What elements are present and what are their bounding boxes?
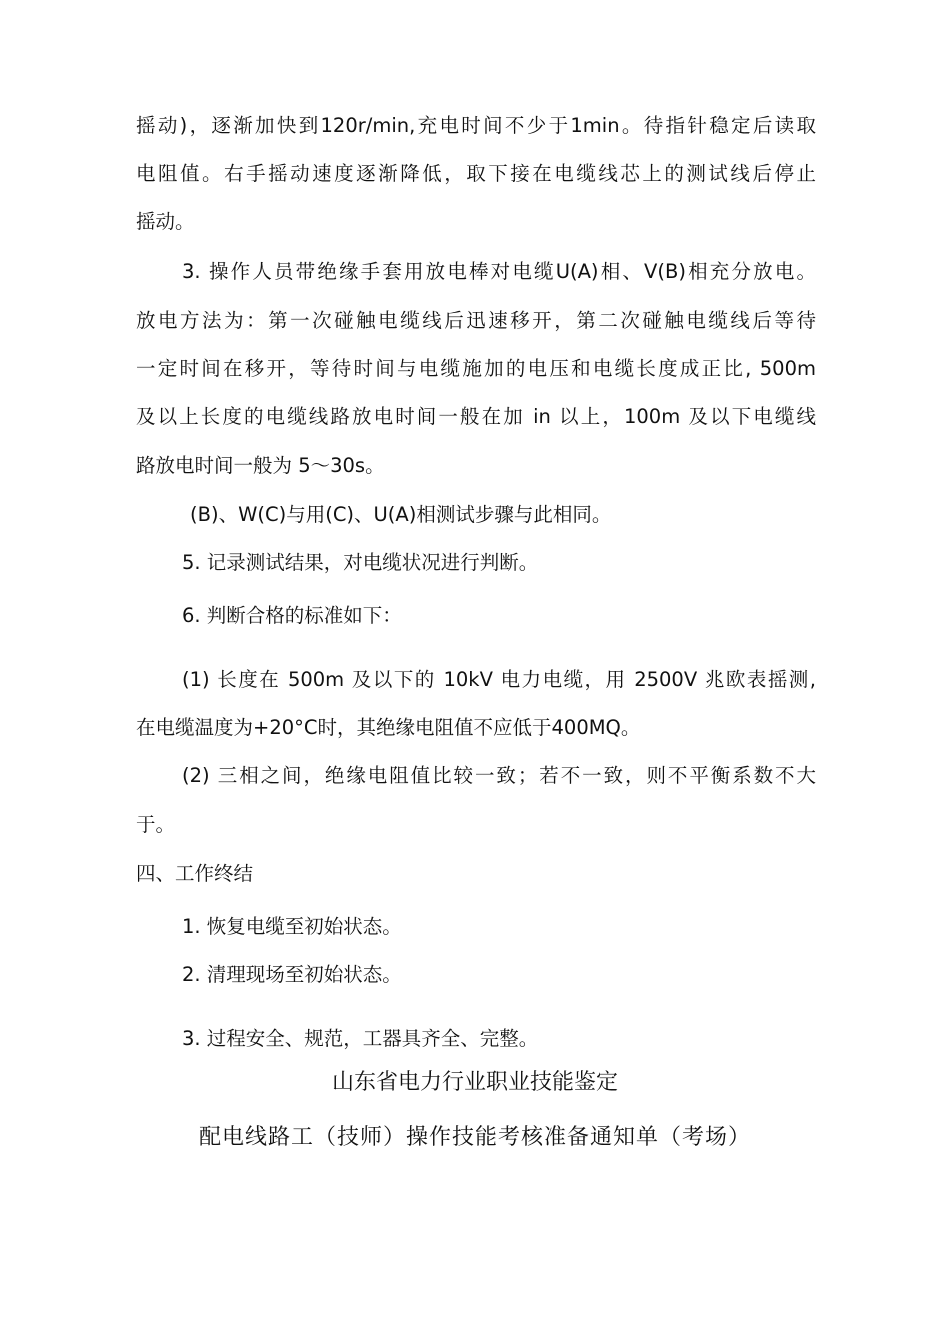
- paragraph-line: 5. 记录测试结果，对电缆状况进行判断。: [182, 551, 539, 574]
- paragraph-line: 6. 判断合格的标准如下：: [182, 604, 402, 627]
- paragraph-line: 3. 过程安全、规范，工器具齐全、完整。: [182, 1027, 539, 1050]
- paragraph-line: 电阻值。右手摇动速度逐渐降低，取下接在电缆线芯上的测试线后停止: [136, 162, 816, 185]
- paragraph-line: 路放电时间一般为 5〜30s。: [136, 454, 385, 477]
- paragraph-line: 1. 恢复电缆至初始状态。: [182, 915, 402, 938]
- paragraph-line: 2. 清理现场至初始状态。: [182, 963, 402, 986]
- paragraph-line: 一定时间在移开，等待时间与电缆施加的电压和电缆长度成正比, 500m: [136, 357, 816, 380]
- paragraph-line: 3. 操作人员带绝缘手套用放电棒对电缆U(A)相、V(B)相充分放电。: [182, 260, 816, 283]
- paragraph-line: 在电缆温度为+20°C时，其绝缘电阻值不应低于400MQ。: [136, 716, 641, 739]
- document-title: 山东省电力行业职业技能鉴定: [331, 1070, 618, 1095]
- paragraph-line: (B)、W(C)与用(C)、U(A)相测试步骤与此相同。: [190, 503, 612, 526]
- paragraph-line: 于。: [136, 813, 176, 836]
- paragraph-line: (2) 三相之间，绝缘电阻值比较一致；若不一致，则不平衡系数不大: [182, 764, 816, 787]
- document-subtitle: 配电线路工（技师）操作技能考核准备通知单（考场）: [198, 1125, 751, 1150]
- section-heading: 四、工作终结: [136, 862, 254, 885]
- paragraph-line: 放电方法为：第一次碰触电缆线后迅速移开，第二次碰触电缆线后等待: [136, 309, 816, 332]
- paragraph-line: 及以上长度的电缆线路放电时间一般在加 in 以上，100m 及以下电缆线: [136, 405, 816, 428]
- paragraph-line: 摇动)，逐渐加快到120r/min,充电时间不少于1min。待指针稳定后读取: [136, 114, 816, 137]
- paragraph-line: 摇动。: [136, 210, 195, 233]
- paragraph-line: (1) 长度在 500m 及以下的 10kV 电力电缆，用 2500V 兆欧表摇测,: [182, 668, 816, 691]
